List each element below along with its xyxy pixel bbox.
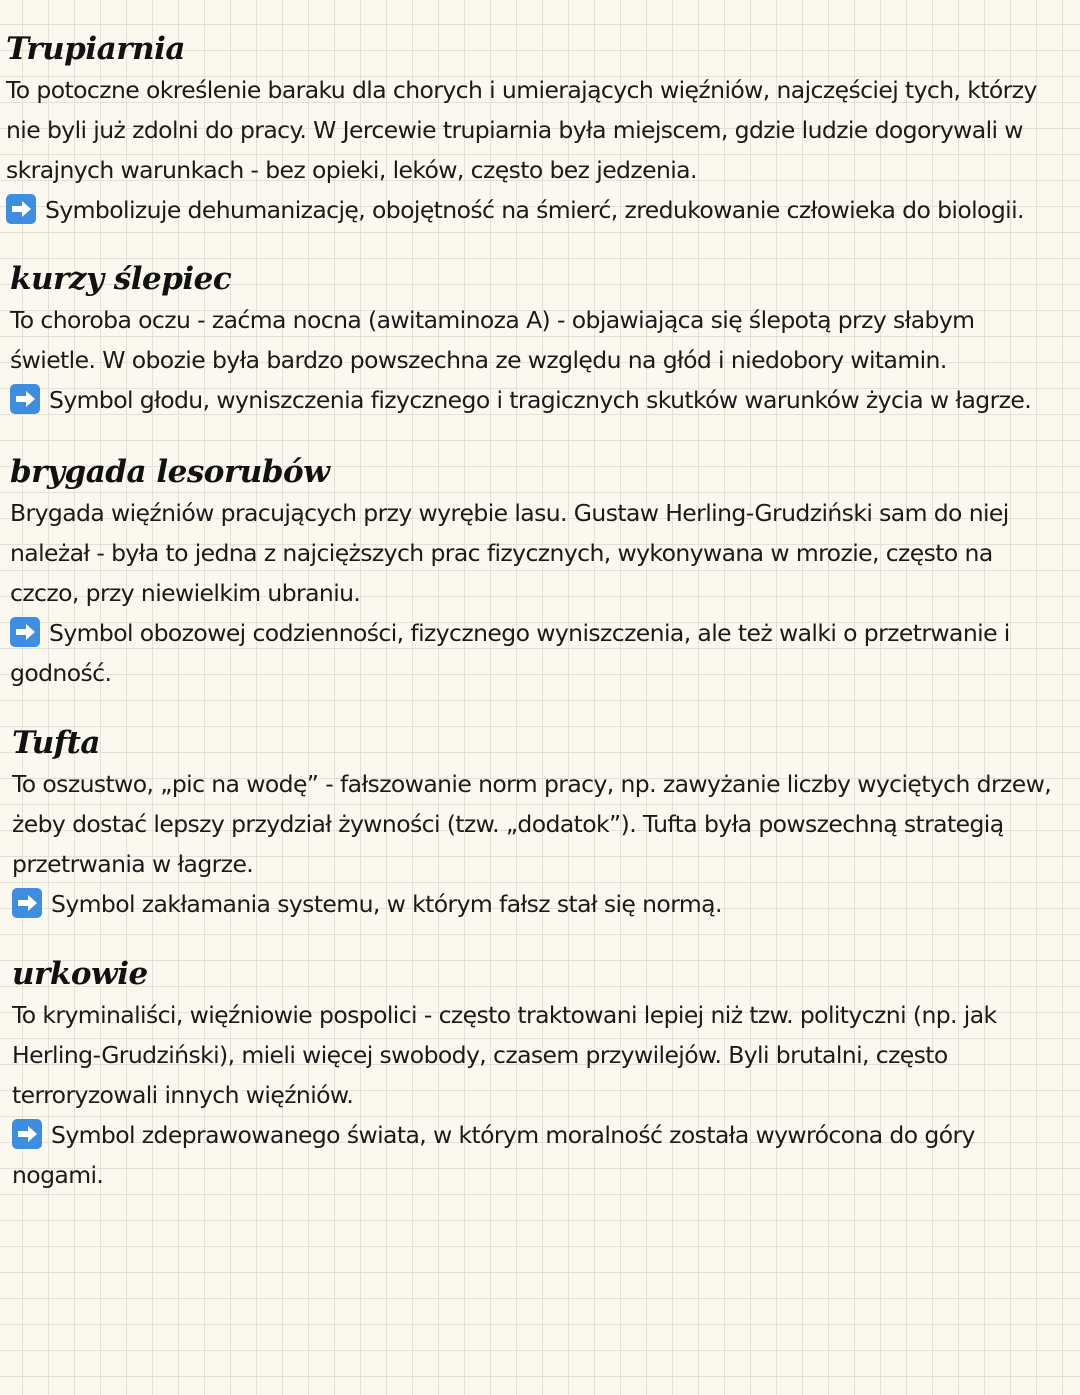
symbol-line [10,380,1060,420]
right-arrow-icon [12,888,42,918]
term-heading: kurzy ślepiec [10,261,232,297]
symbol-text: Symbol zakłamania systemu, w którym fałsz stał się normą. [51,890,722,918]
symbol-line [6,190,1060,230]
term-description: To potoczne określenie baraku dla chorych i umierających więźniów, najczęściej tych, którzy nie byli już zdolni do pracy. W Jercewie trupiarnia była miejscem, gdzie ludzie dogorywali w skrajnych warunkach - bez opieki, leków, często bez jedzenia. [6,76,1037,184]
right-arrow-icon [10,384,40,414]
term-heading: Trupiarnia [6,31,185,67]
term-description: To choroba oczu - zaćma nocna (awitaminoza A) - objawiająca się ślepotą przy słabym świetle. W obozie była bardzo powszechna ze względu na głód i niedobory witamin. [10,306,975,374]
symbol-text: Symbol głodu, wyniszczenia fizycznego i tragicznych skutków warunków życia w łagrze. [49,386,1032,414]
entry-kurzy-slepiec [10,260,1060,420]
term-description: To kryminaliści, więźniowie pospolici - często traktowani lepiej niż tzw. polityczni (np. jak Herling-Grudziński), mieli więcej swobody, czasem przywilejów. Byli brutalni, często terroryzowali innych więźniów. [12,1001,997,1109]
symbol-line [12,1115,1060,1195]
symbol-text: Symbol obozowej codzienności, fizycznego wyniszczenia, ale też walki o przetrwanie i godność. [10,619,1010,687]
right-arrow-icon [10,617,40,647]
entry-brygada-lesorubow [10,453,1060,693]
entry-urkowie [12,955,1060,1195]
term-heading: urkowie [12,956,148,992]
symbol-text: Symbol zdeprawowanego świata, w którym moralność została wywrócona do góry nogami. [12,1121,975,1189]
term-description: To oszustwo, „pic na wodę” - fałszowanie norm pracy, np. zawyżanie liczby wyciętych drzew, żeby dostać lepszy przydział żywności (tzw. „dodatok”). Tufta była powszechną strategią przetrwania w łagrze. [12,770,1052,878]
symbol-line [12,884,1060,924]
term-heading: Tufta [12,725,101,761]
entry-tufta [12,724,1060,924]
symbol-text: Symbolizuje dehumanizację, obojętność na śmierć, zredukowanie człowieka do biologii. [45,196,1024,224]
symbol-line [10,613,1060,693]
right-arrow-icon [6,194,36,224]
term-heading: brygada lesorubów [10,454,330,490]
right-arrow-icon [12,1119,42,1149]
term-description: Brygada więźniów pracujących przy wyrębie lasu. Gustaw Herling-Grudziński sam do niej należał - była to jedna z najcięższych prac fizycznych, wykonywana w mrozie, często na czczo, przy niewielkim ubraniu. [10,499,1009,607]
entry-trupiarnia [6,30,1060,230]
